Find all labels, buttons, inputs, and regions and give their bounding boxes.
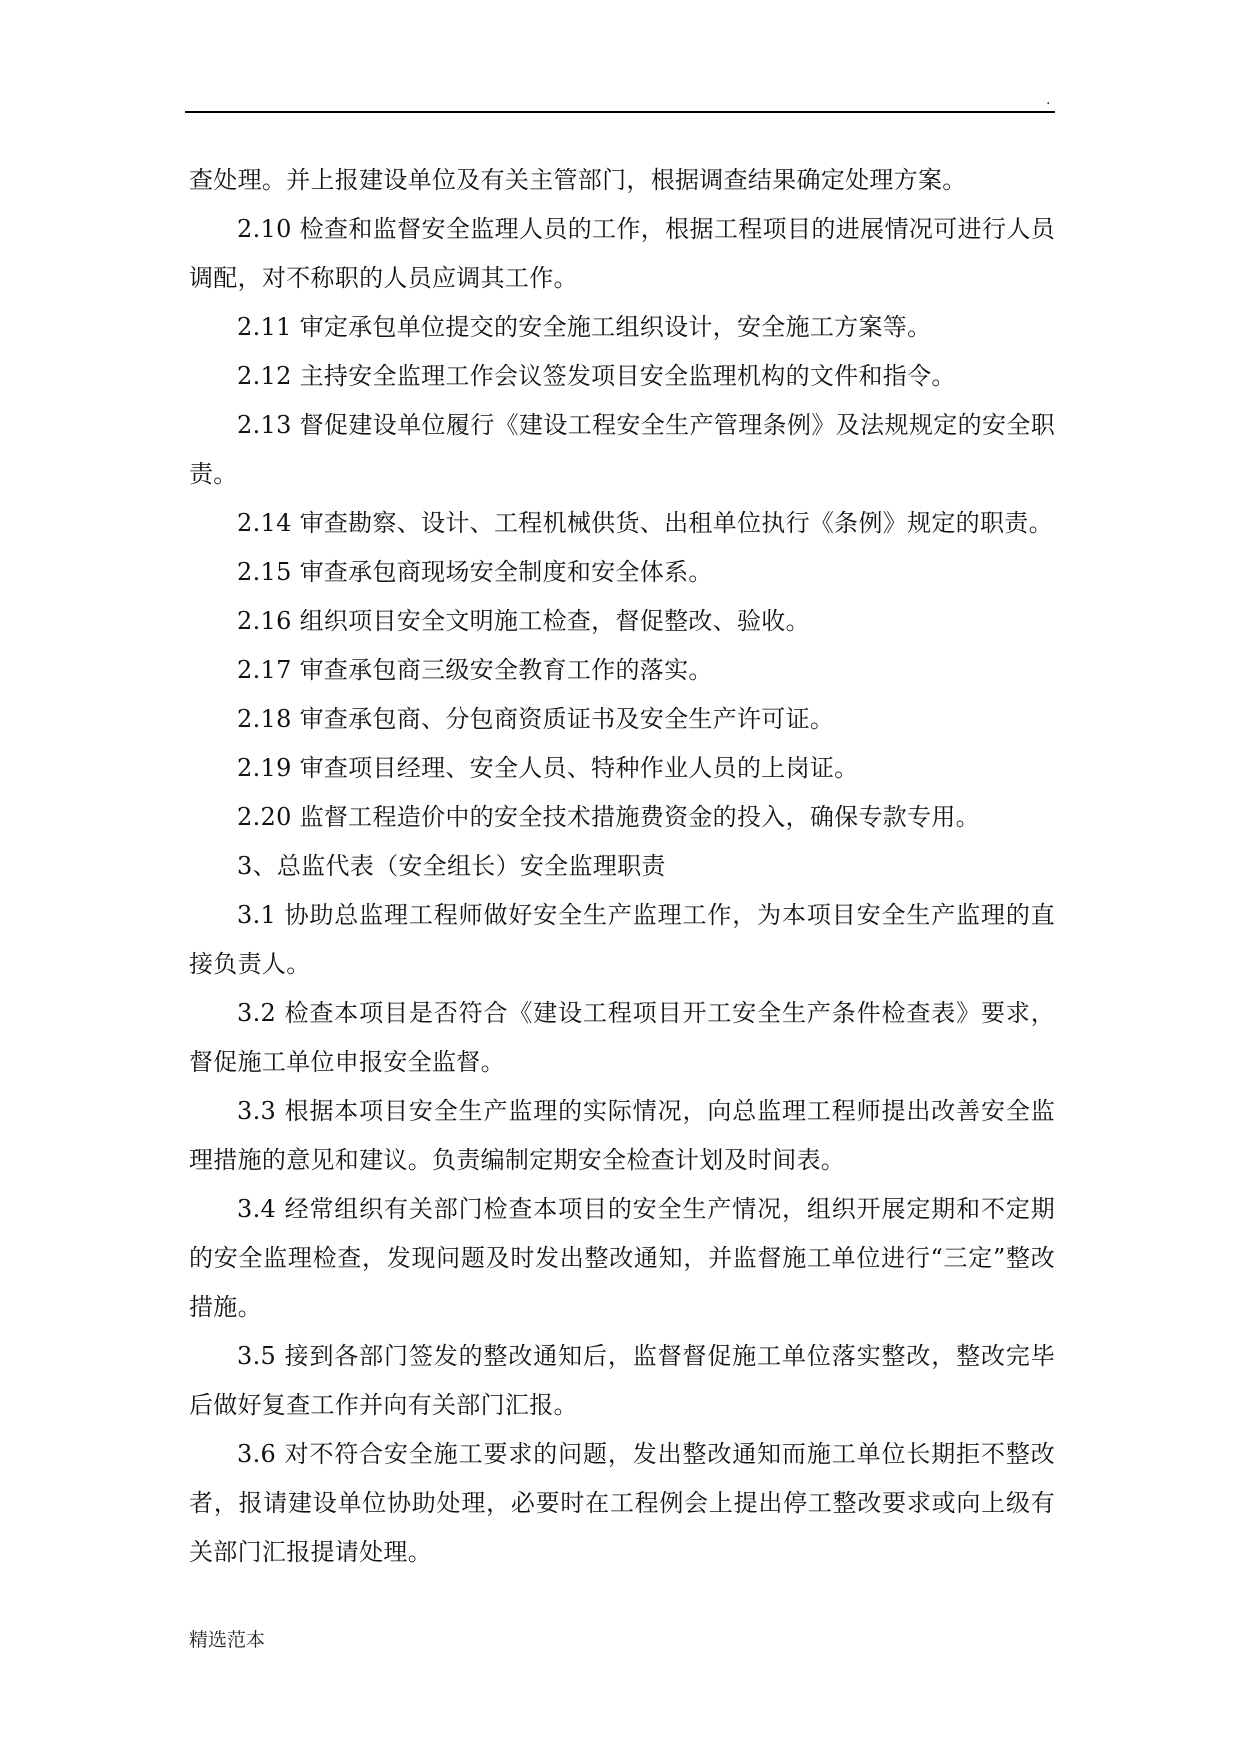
paragraph: 3.1 协助总监理工程师做好安全生产监理工作，为本项目安全生产监理的直接负责人。	[189, 901, 1055, 978]
paragraph: 3.3 根据本项目安全生产监理的实际情况，向总监理工程师提出改善安全监理措施的意见和建议。负责编制定期安全检查计划及时间表。	[189, 1097, 1055, 1174]
paragraph: 3.4 经常组织有关部门检查本项目的安全生产情况，组织开展定期和不定期的安全监理检查，发现问题及时发出整改通知，并监督施工单位进行“三定”整改措施。	[189, 1195, 1055, 1321]
paragraph: 3.5 接到各部门签发的整改通知后，监督督促施工单位落实整改，整改完毕后做好复查工作并向有关部门汇报。	[189, 1342, 1055, 1419]
footer-text: 精选范本	[189, 1629, 266, 1651]
paragraph: 3.6 对不符合安全施工要求的问题，发出整改通知而施工单位长期拒不整改者，报请建设单位协助处理，必要时在工程例会上提出停工整改要求或向上级有关部门汇报提请处理。	[189, 1440, 1055, 1566]
paragraph: 2.16 组织项目安全文明施工检查，督促整改、验收。	[237, 607, 810, 635]
paragraph: 2.10 检查和监督安全监理人员的工作，根据工程项目的进展情况可进行人员调配，对不称职的人员应调其工作。	[189, 215, 1055, 292]
paragraph: 2.15 审查承包商现场安全制度和安全体系。	[237, 558, 713, 586]
header-mark: .	[1046, 92, 1051, 108]
section-heading: 3、总监代表（安全组长）安全监理职责	[237, 852, 666, 880]
paragraph: 2.19 审查项目经理、安全人员、特种作业人员的上岗证。	[237, 754, 859, 782]
paragraph: 3.2 检查本项目是否符合《建设工程项目开工安全生产条件检查表》要求，督促施工单位申报安全监督。	[189, 999, 1055, 1076]
paragraph: 2.17 审查承包商三级安全教育工作的落实。	[237, 656, 713, 684]
paragraph: 2.13 督促建设单位履行《建设工程安全生产管理条例》及法规规定的安全职责。	[189, 411, 1055, 488]
paragraph: 2.12 主持安全监理工作会议签发项目安全监理机构的文件和指令。	[237, 362, 956, 390]
paragraph: 2.11 审定承包单位提交的安全施工组织设计，安全施工方案等。	[237, 313, 932, 341]
body-text	[189, 156, 1055, 1577]
paragraph: 2.18 审查承包商、分包商资质证书及安全生产许可证。	[237, 705, 835, 733]
paragraph: 查处理。并上报建设单位及有关主管部门，根据调查结果确定处理方案。	[189, 166, 967, 194]
paragraph: 2.14 审查勘察、设计、工程机械供货、出租单位执行《条例》规定的职责。	[237, 509, 1053, 537]
paragraph: 2.20 监督工程造价中的安全技术措施费资金的投入，确保专款专用。	[237, 803, 980, 831]
header-rule	[185, 111, 1055, 113]
